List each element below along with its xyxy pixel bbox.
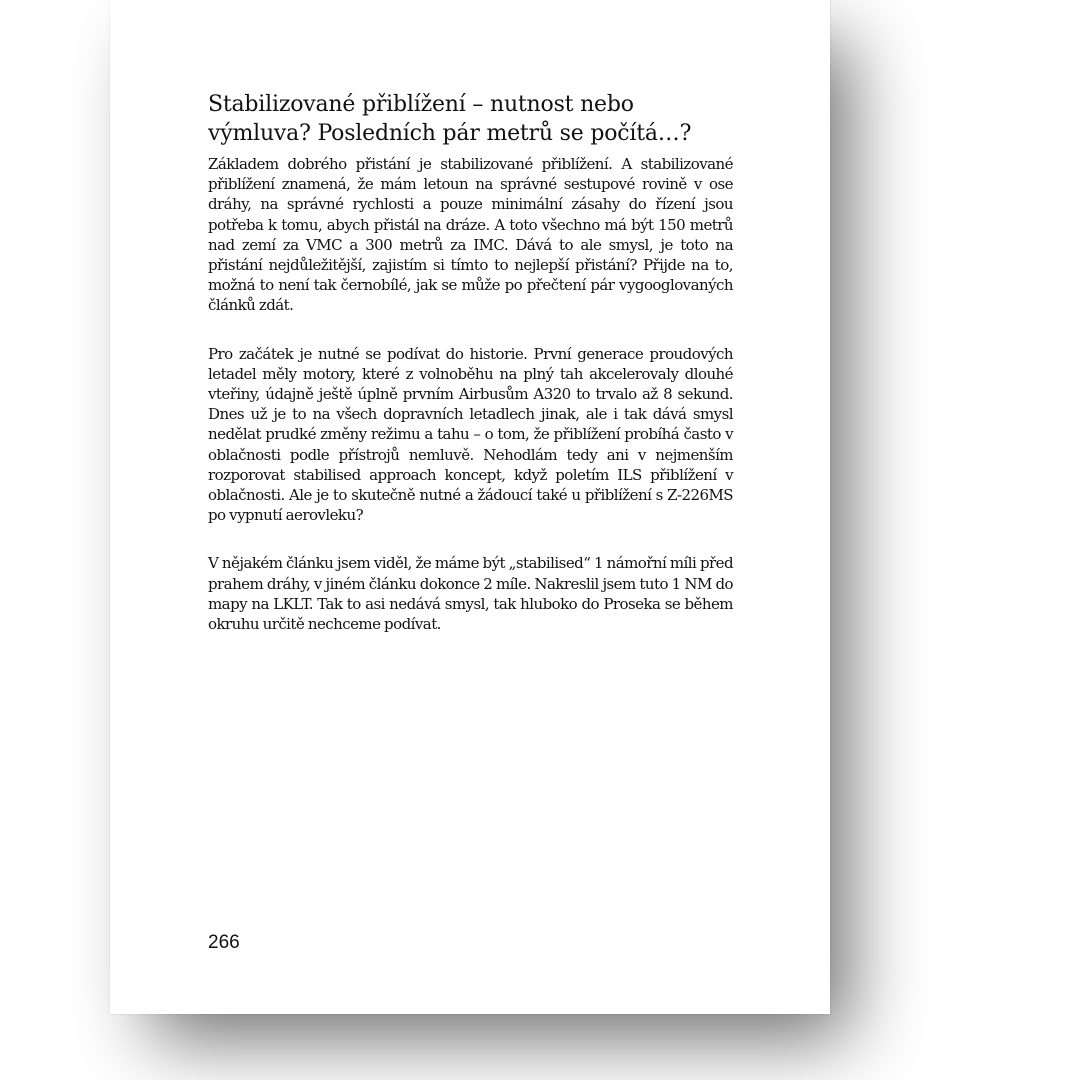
paragraph-2: Pro začátek je nutné se podívat do historie. První generace proudových letadel měly motory, které z volnoběhu na plný tah akcelerovaly dlouhé vteřiny, údajně ještě úplně prvním Airbusům A320 to trvalo až 8 sekund. Dnes už je to na všech dopravních letadlech jinak, ale i tak dává smysl nedělat prudké změny režimu a tahu – o tom, že přiblížení probíhá často v oblačnosti podle přístrojů nemluvě. Nehodlám tedy ani v nejmenším rozporovat stabilised approach koncept, když poletím ILS přiblížení v oblačnosti. Ale je to skutečně nutné a žádoucí také u přiblížení s Z-226MS po vypnutí aerovleku? bbox=[208, 344, 733, 525]
chapter-title: Stabilizované přiblížení – nutnost nebo výmluva? Posledních pár metrů se počítá…? bbox=[208, 92, 692, 146]
book-page bbox=[110, 0, 830, 1014]
page-content bbox=[208, 90, 733, 662]
paragraph-1: Základem dobrého přistání je stabilizované přiblížení. A stabilizované přiblížení znamená, že mám letoun na správné sestupové rovině v ose dráhy, na správné rychlosti a pouze minimální zásahy do řízení jsou potřeba k tomu, abych přistál na dráze. A toto všechno má být 150 metrů nad zemí za VMC a 300 metrů za IMC. Dává to ale smysl, je toto na přistání nejdůležitější, zajistím si tímto to nejlepší přistání? Přijde na to, možná to není tak černobílé, jak se může po přečtení pár vygooglovaných článků zdát. bbox=[208, 155, 733, 315]
page-number: 266 bbox=[208, 932, 240, 953]
paragraph-3: V nějakém článku jsem viděl, že máme být „stabilised“ 1 námořní míli před prahem dráhy, v jiném článku dokonce 2 míle. Nakreslil jsem tuto 1 NM do mapy na LKLT. Tak to asi nedává smysl, tak hluboko do Proseka se během okruhu určitě nechceme podívat. bbox=[208, 554, 733, 634]
